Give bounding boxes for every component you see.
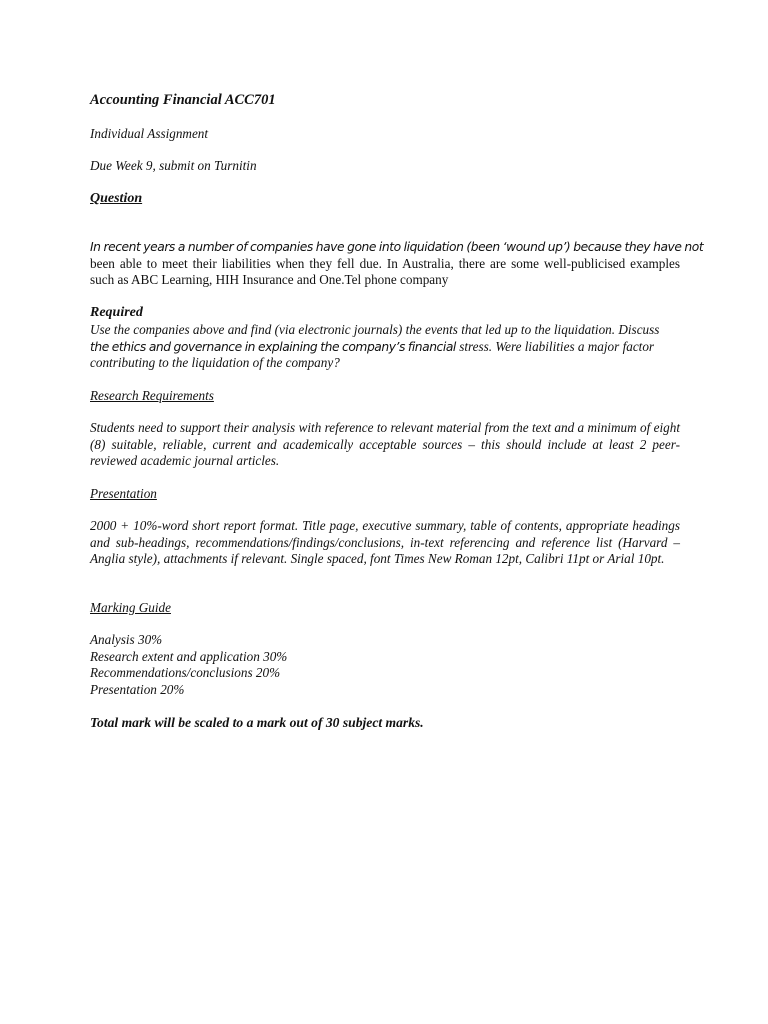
question-heading: Question bbox=[90, 191, 143, 206]
required-line-1: Use the companies above and find (via electronic journals) the events that led up to the liquidation. Discuss bbox=[90, 322, 660, 337]
research-heading: Research Requirements bbox=[90, 388, 214, 403]
question-body: been able to meet their liabilities when they fell due. In Australia, there are some well-publicised examples such as ABC Learning, HIH Insurance and One.Tel phone company bbox=[90, 255, 680, 287]
required-line-2-rest: stress. Were liabilities a major factor bbox=[455, 338, 655, 354]
marking-item-recommendations: Recommendations/conclusions 20% bbox=[90, 665, 281, 680]
marking-item-analysis: Analysis 30% bbox=[90, 632, 163, 647]
document-page bbox=[90, 0, 704, 1024]
marking-item-presentation: Presentation 20% bbox=[90, 682, 185, 697]
required-line-2-handwritten: the ethics and governance in explaining the company’s financial bbox=[90, 339, 456, 354]
required-line-3: contributing to the liquidation of the company? bbox=[90, 355, 340, 370]
due-date: Due Week 9, submit on Turnitin bbox=[90, 158, 257, 173]
question-intro: In recent years a number of companies have gone into liquidation (been ‘wound up’) because they have not bbox=[90, 240, 704, 254]
research-paragraph: Students need to support their analysis with reference to relevant material from the text and a minimum of eight (8) suitable, reliable, current and academically acceptable sources – this should include at least 2 peer-reviewed academic journal articles. bbox=[90, 420, 680, 468]
marking-guide-heading: Marking Guide bbox=[90, 600, 171, 615]
assignment-type: Individual Assignment bbox=[90, 126, 209, 141]
marking-item-research: Research extent and application 30% bbox=[90, 649, 288, 664]
required-paragraph bbox=[90, 322, 680, 372]
presentation-heading: Presentation bbox=[90, 486, 157, 501]
required-line-2 bbox=[90, 339, 680, 356]
document-title: Accounting Financial ACC701 bbox=[90, 92, 276, 108]
question-paragraph bbox=[90, 239, 704, 289]
total-mark-note: Total mark will be scaled to a mark out of 30 subject marks. bbox=[90, 715, 424, 730]
presentation-paragraph: 2000 + 10%-word short report format. Title page, executive summary, table of contents, appropriate headings and sub-headings, recommendations/findings/conclusions, in-text referencing and reference list (Harvard – Anglia style), attachments if relevant. Single spaced, font Times New Roman 12pt, Calibri 11pt or Arial 10pt. bbox=[90, 518, 680, 566]
required-heading: Required bbox=[90, 305, 143, 320]
